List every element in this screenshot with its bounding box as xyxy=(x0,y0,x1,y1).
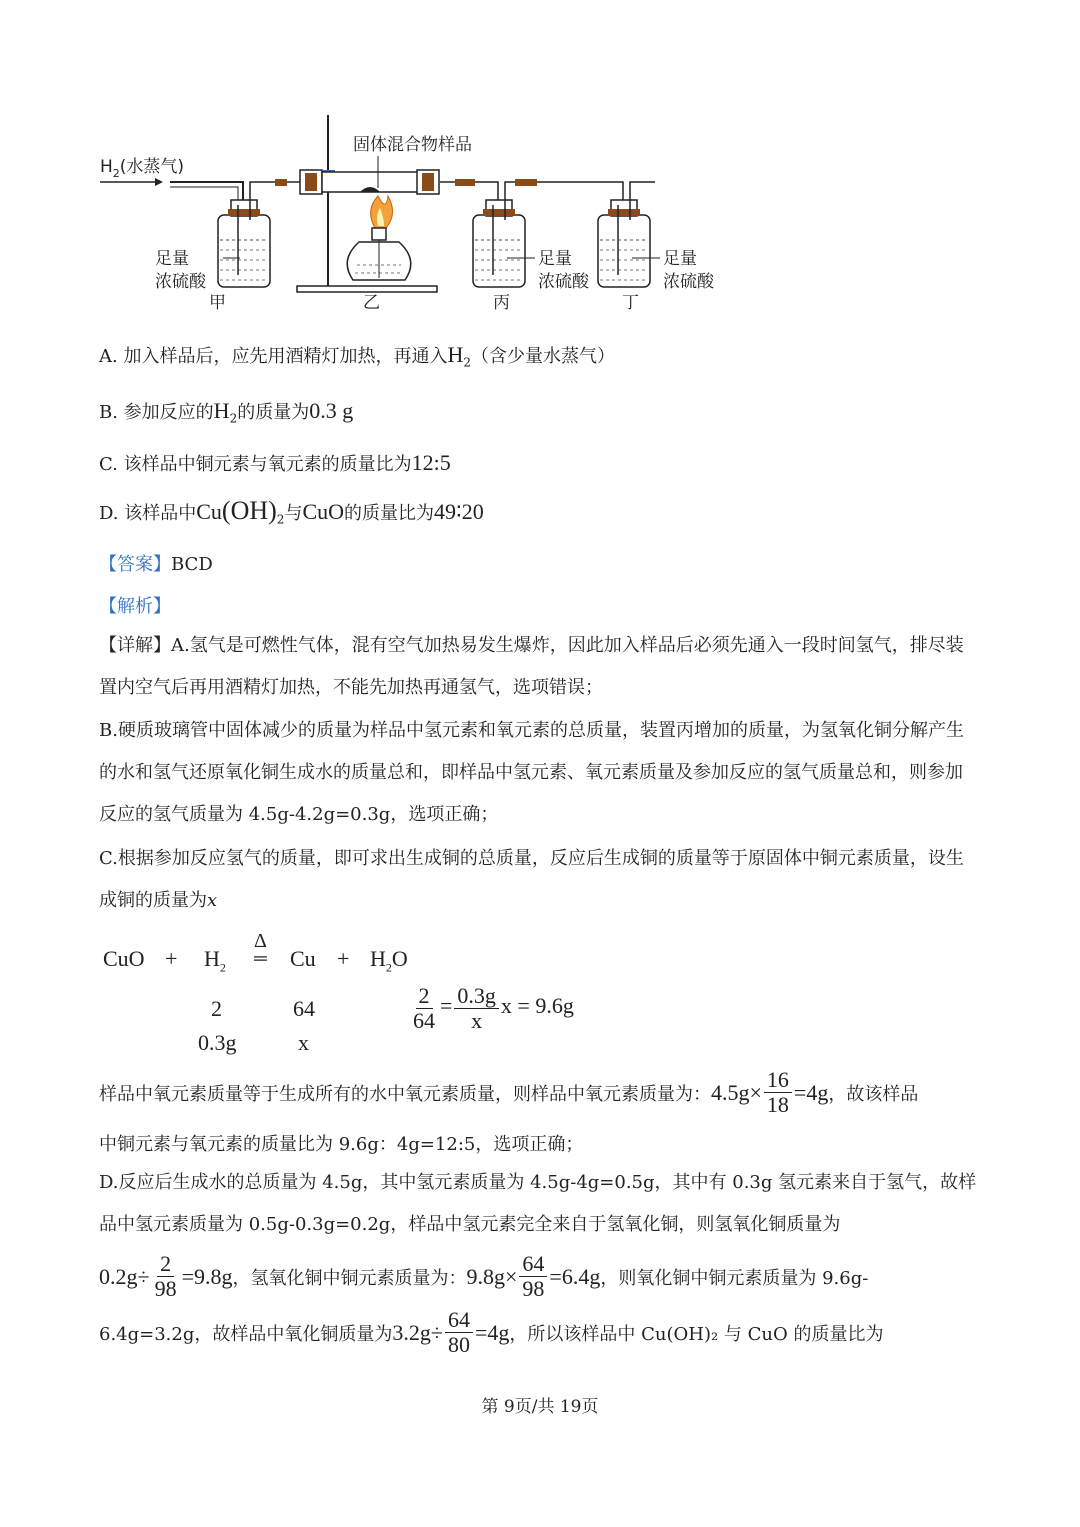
option-d: D. 该样品中$Cu(OH)_2$与CuO的质量比为49∶20 xyxy=(99,496,484,527)
eq-reactant-h2: $H_2$ xyxy=(204,946,226,975)
fraction-16-18: $\frac{16}{18}$ xyxy=(764,1068,792,1117)
page-footer: 第 9页/共 19页 xyxy=(481,1397,599,1417)
bottle-bing xyxy=(473,182,535,287)
option-b: B. 参加反应的$H_2$的质量为0.3 g xyxy=(99,398,354,426)
label-jia: 甲 xyxy=(209,293,226,313)
acid-label-jia-1: 足量 xyxy=(155,249,189,269)
bottle-jia xyxy=(218,182,275,287)
acid-label-jia-2: 浓硫酸 xyxy=(155,272,206,292)
eq-product-h2o: $H_2O$ xyxy=(370,946,408,975)
acid-label-bing-1: 足量 xyxy=(538,249,572,269)
eq-proportion: $\frac{2}{64}$ = $\frac{0.3g}{x}$ x = 9.6g xyxy=(408,984,574,1033)
fraction-64-80: $\frac{64}{80}$ xyxy=(445,1308,473,1357)
eq-equals-sign: ═ xyxy=(254,948,267,968)
eq-fraction-1: $\frac{2}{64}$ xyxy=(413,983,435,1033)
label-ding: 丁 xyxy=(622,293,639,313)
detail-cuoh2-line: 0.2g÷ $\frac{2}{98}$ =9.8g ，氢氧化铜中铜元素质量为： 9.8g× $\frac{64}{98}$ =6.4g ，则氧化铜中铜元素质量为 9.6g- xyxy=(99,1251,869,1301)
detail-paragraph-c: C.根据参加反应氢气的质量，即可求出生成铜的总质量，反应后生成铜的质量等于原固体中铜元素质量，设生成铜的质量为x xyxy=(99,848,964,911)
acid-label-ding-1: 足量 xyxy=(663,249,697,269)
eq-mass-h2: 2 xyxy=(211,996,222,1021)
label-bing: 丙 xyxy=(493,293,510,313)
eq-plus-1: + xyxy=(165,946,178,971)
eq-plus-2: + xyxy=(337,946,350,971)
fraction-64-98: $\frac{64}{98}$ xyxy=(519,1252,547,1301)
inlet-label: $H_2$(水蒸气) xyxy=(100,157,185,180)
answer-tag: 【答案】 xyxy=(99,554,171,575)
eq-fraction-2: $\frac{0.3g}{x}$ xyxy=(454,984,499,1033)
bottle-ding xyxy=(598,182,660,287)
option-c: C. 该样品中铜元素与氧元素的质量比为12:5 xyxy=(99,450,451,475)
analysis-tag: 【解析】 xyxy=(99,596,171,617)
answer-line xyxy=(99,550,213,576)
detail-paragraph-a: 【详解】A.氢气是可燃性气体，混有空气加热易发生爆炸，因此加入样品后必须先通入一段时间氢气，排尽装置内空气后再用酒精灯加热，不能先加热再通氢气，选项错误； xyxy=(99,635,964,698)
detail-paragraph-d: D.反应后生成水的总质量为 4.5g，其中氢元素质量为 4.5g-4g=0.5g，其中有 0.3g 氢元素来自于氢气，故样品中氢元素质量为 0.5g-0.3g=0.2g，样品中氢元素完全来自于氢氧化铜，则氢氧化铜质量为 xyxy=(99,1172,977,1235)
apparatus-diagram xyxy=(95,110,735,320)
eq-condition-heat: Δ xyxy=(254,930,267,952)
eq-mass-cu: 64 xyxy=(293,996,315,1021)
fraction-2-98: $\frac{2}{98}$ xyxy=(154,1251,177,1301)
eq-product-cu: Cu xyxy=(290,946,316,971)
acid-label-bing-2: 浓硫酸 xyxy=(538,272,589,292)
detail-paragraph-b: B.硬质玻璃管中固体减少的质量为样品中氢元素和氧元素的总质量，装置丙增加的质量，为氢氧化铜分解产生的水和氢气还原氧化铜生成水的质量总和，即样品中氢元素、氧元素质量及参加反应的氢气质量总和，则参加反应的氢气质量为 4.5g-4.2g=0.3g，选项正确； xyxy=(99,720,964,825)
detail-ratio-line: 中铜元素与氧元素的质量比为 9.6g：4g=12:5，选项正确； xyxy=(99,1134,584,1155)
option-a: A. 加入样品后，应先用酒精灯加热，再通入$H_2$（含少量水蒸气） xyxy=(99,342,615,370)
eq-reactant-cuo: CuO xyxy=(103,946,145,971)
answer-value: BCD xyxy=(171,554,213,575)
eq-actual-h2: 0.3g xyxy=(198,1030,237,1055)
sample-label: 固体混合物样品 xyxy=(353,135,472,155)
eq-actual-cu: x xyxy=(298,1030,309,1055)
eq-result: x = 9.6g xyxy=(500,993,574,1018)
detail-oxygen-line: 样品中氧元素质量等于生成所有的水中氧元素质量，则样品中氧元素质量为： 4.5g× $\frac{16}{18}$ =4g ，故该样品 xyxy=(99,1067,919,1117)
acid-label-ding-2: 浓硫酸 xyxy=(663,272,714,292)
label-yi: 乙 xyxy=(363,293,380,313)
detail-cuo-line: 6.4g=3.2g，故样品中氧化铜质量为 3.2g÷ $\frac{64}{80}$ =4g ，所以该样品中 Cu(OH)₂ 与 CuO 的质量比为 xyxy=(99,1307,884,1357)
